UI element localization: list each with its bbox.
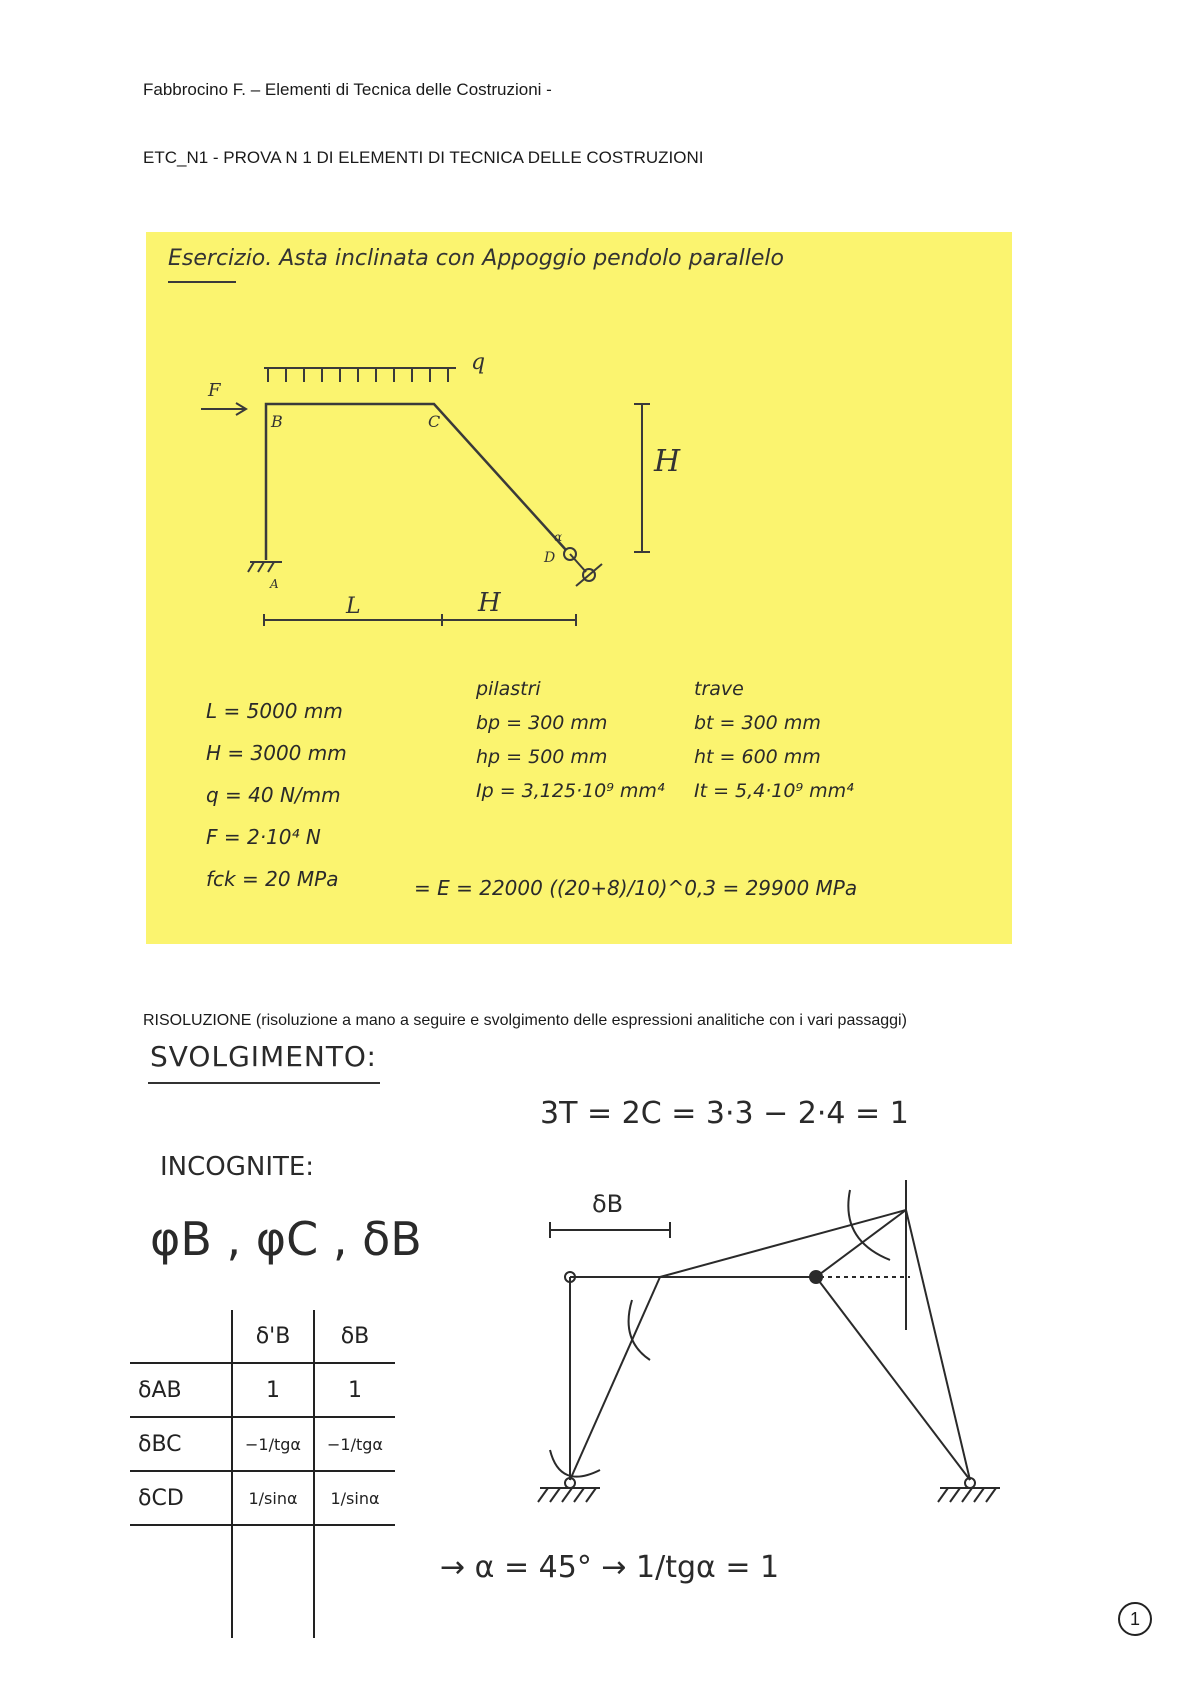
document-header-title: Fabbrocino F. – Elementi di Tecnica delle Costruzioni - [143, 80, 552, 99]
table-header-row [130, 1310, 395, 1363]
table-row [130, 1363, 395, 1417]
data-fck: fck = 20 MPa [206, 867, 339, 891]
displaced-beam [660, 1210, 906, 1277]
table-cell: 1/sinα [232, 1471, 314, 1525]
solution-heading: RISOLUZIONE (risoluzione a mano a seguire e svolgimento delle espressioni analitiche con i vari passaggi) [143, 1012, 907, 1029]
table-row [130, 1417, 395, 1471]
beam-bt: bt = 300 mm [694, 712, 821, 734]
force-F-label: F [208, 380, 221, 401]
displaced-column [570, 1277, 660, 1480]
dimension-H-vertical-label: H [654, 444, 681, 479]
beam-It: It = 5,4·10⁹ mm⁴ [694, 780, 854, 802]
load-arrows [268, 368, 448, 382]
pillar-Ip: Ip = 3,125·10⁹ mm⁴ [476, 780, 665, 802]
table-cell: 1 [314, 1363, 395, 1417]
input-data-left [206, 690, 347, 900]
table-cell: −1/tgα [314, 1417, 395, 1471]
svolgimento-underline [148, 1082, 380, 1084]
displaced-member [906, 1210, 970, 1480]
table-row [130, 1471, 395, 1525]
load-q-label: q [471, 350, 486, 375]
data-F: F = 2·10⁴ N [206, 825, 321, 849]
angle-alpha-label: α [554, 530, 563, 544]
node-A-label: A [270, 577, 279, 591]
rotation-arc-A [550, 1450, 600, 1477]
table-row-empty [130, 1525, 395, 1638]
node-B-label: B [271, 412, 283, 431]
row-label-dAB: δAB [130, 1363, 232, 1417]
pillar-properties [476, 672, 665, 808]
delta-B-label: δB [592, 1190, 624, 1218]
row-label-dCD: δCD [130, 1471, 232, 1525]
pillars-heading: pilastri [476, 678, 541, 700]
unknowns-label: INCOGNITE: [160, 1152, 315, 1182]
mechanism-sketch [520, 1150, 1040, 1530]
beam-ht: ht = 600 mm [694, 746, 821, 768]
exam-title: ETC_N1 - PROVA N 1 DI ELEMENTI DI TECNICA DELLE COSTRUZIONI [143, 148, 704, 167]
data-L: L = 5000 mm [206, 699, 343, 723]
dimension-L-label: L [346, 594, 361, 619]
dimension-H-horizontal-label: H [478, 588, 501, 618]
table-cell: 1/sinα [314, 1471, 395, 1525]
beam-properties [694, 672, 854, 808]
data-H: H = 3000 mm [206, 741, 347, 765]
node-C-label: C [428, 412, 441, 431]
page-number: 1 [1118, 1602, 1152, 1636]
col-header-delta-prime-B: δ'B [232, 1310, 314, 1363]
displacement-table [130, 1310, 395, 1638]
table-cell: −1/tgα [232, 1417, 314, 1471]
svolgimento-label: SVOLGIMENTO: [150, 1040, 377, 1073]
data-q: q = 40 N/mm [206, 783, 341, 807]
alpha-result: → α = 45° → 1/tgα = 1 [440, 1550, 780, 1585]
node-D-label: D [544, 550, 556, 566]
row-label-dBC: δBC [130, 1417, 232, 1471]
pillar-bp: bp = 300 mm [476, 712, 608, 734]
exercise-title: Esercizio. Asta inclinata con Appoggio pendolo parallelo [168, 246, 784, 271]
unknowns-list: φB , φC , δB [150, 1212, 422, 1266]
exercise-sticky-note [146, 232, 1012, 944]
beam-heading: trave [694, 678, 744, 700]
col-header-delta-B: δB [314, 1310, 395, 1363]
table-cell: 1 [232, 1363, 314, 1417]
frame-members [266, 404, 566, 560]
elastic-modulus-formula: = E = 22000 ((20+8)/10)^0,3 = 29900 MPa [414, 876, 858, 900]
dof-formula: 3T = 2C = 3·3 − 2·4 = 1 [540, 1096, 909, 1131]
pillar-hp: hp = 500 mm [476, 746, 608, 768]
